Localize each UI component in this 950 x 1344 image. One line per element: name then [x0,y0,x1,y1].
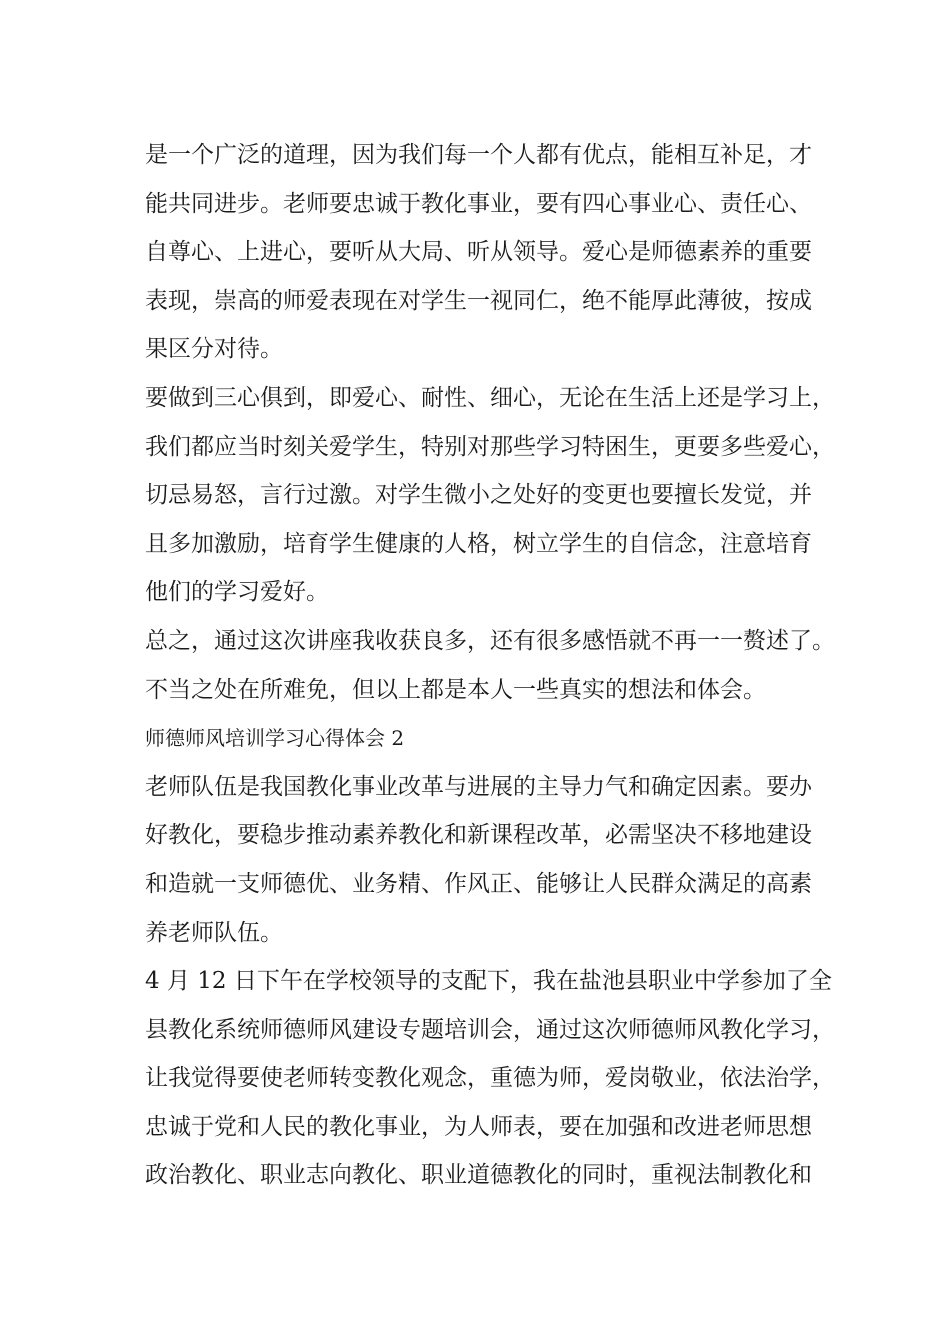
text-line: 能共同进步。老师要忠诚于教化事业，要有四心事业心、责任心、 [145,190,812,217]
section-heading: 师德师风培训学习心得体会 2 [145,726,405,751]
text-line: 忠诚于党和人民的教化事业，为人师表，要在加强和改进老师思想 [145,1113,812,1140]
text-line: 养老师队伍。 [145,919,283,946]
text-line: 不当之处在所难免，但以上都是本人一些真实的想法和体会。 [145,676,766,703]
text-line: 县教化系统师德师风建设专题培训会，通过这次师德师风教化学习， [145,1016,835,1043]
text-line: 我们都应当时刻关爱学生，特别对那些学习特困生，更要多些爱心， [145,433,835,460]
text-line: 和造就一支师德优、业务精、作风正、能够让人民群众满足的高素 [145,870,812,897]
text-line: 且多加激励，培育学生健康的人格，树立学生的自信念，注意培育 [145,530,812,557]
text-line: 政治教化、职业志向教化、职业道德教化的同时，重视法制教化和 [145,1162,812,1189]
text-line: 自尊心、上进心，要听从大局、听从领导。爱心是师德素养的重要 [145,239,812,266]
text-line: 老师队伍是我国教化事业改革与进展的主导力气和确定因素。要办 [145,773,812,800]
text-line: 总之，通过这次讲座我收获良多，还有很多感悟就不再一一赘述了。 [145,627,835,654]
text-line: 要做到三心俱到，即爱心、耐性、细心，无论在生活上还是学习上， [145,384,835,411]
document-body [145,131,835,1200]
text-line: 好教化，要稳步推动素养教化和新课程改革，必需坚决不移地建设 [145,822,812,849]
text-line: 4 月 12 日下午在学校领导的支配下，我在盐池县职业中学参加了全 [145,968,832,995]
text-line: 是一个广泛的道理，因为我们每一个人都有优点，能相互补足，才 [145,142,812,168]
text-line: 果区分对待。 [145,336,283,363]
text-line: 切忌易怒，言行过激。对学生微小之处好的变更也要擅长发觉，并 [145,482,812,509]
text-line: 让我觉得要使老师转变教化观念，重德为师，爱岗敬业，依法治学， [145,1065,835,1092]
text-line: 表现，崇高的师爱表现在对学生一视同仁，绝不能厚此薄彼，按成 [145,287,812,314]
text-line: 他们的学习爱好。 [145,579,329,606]
